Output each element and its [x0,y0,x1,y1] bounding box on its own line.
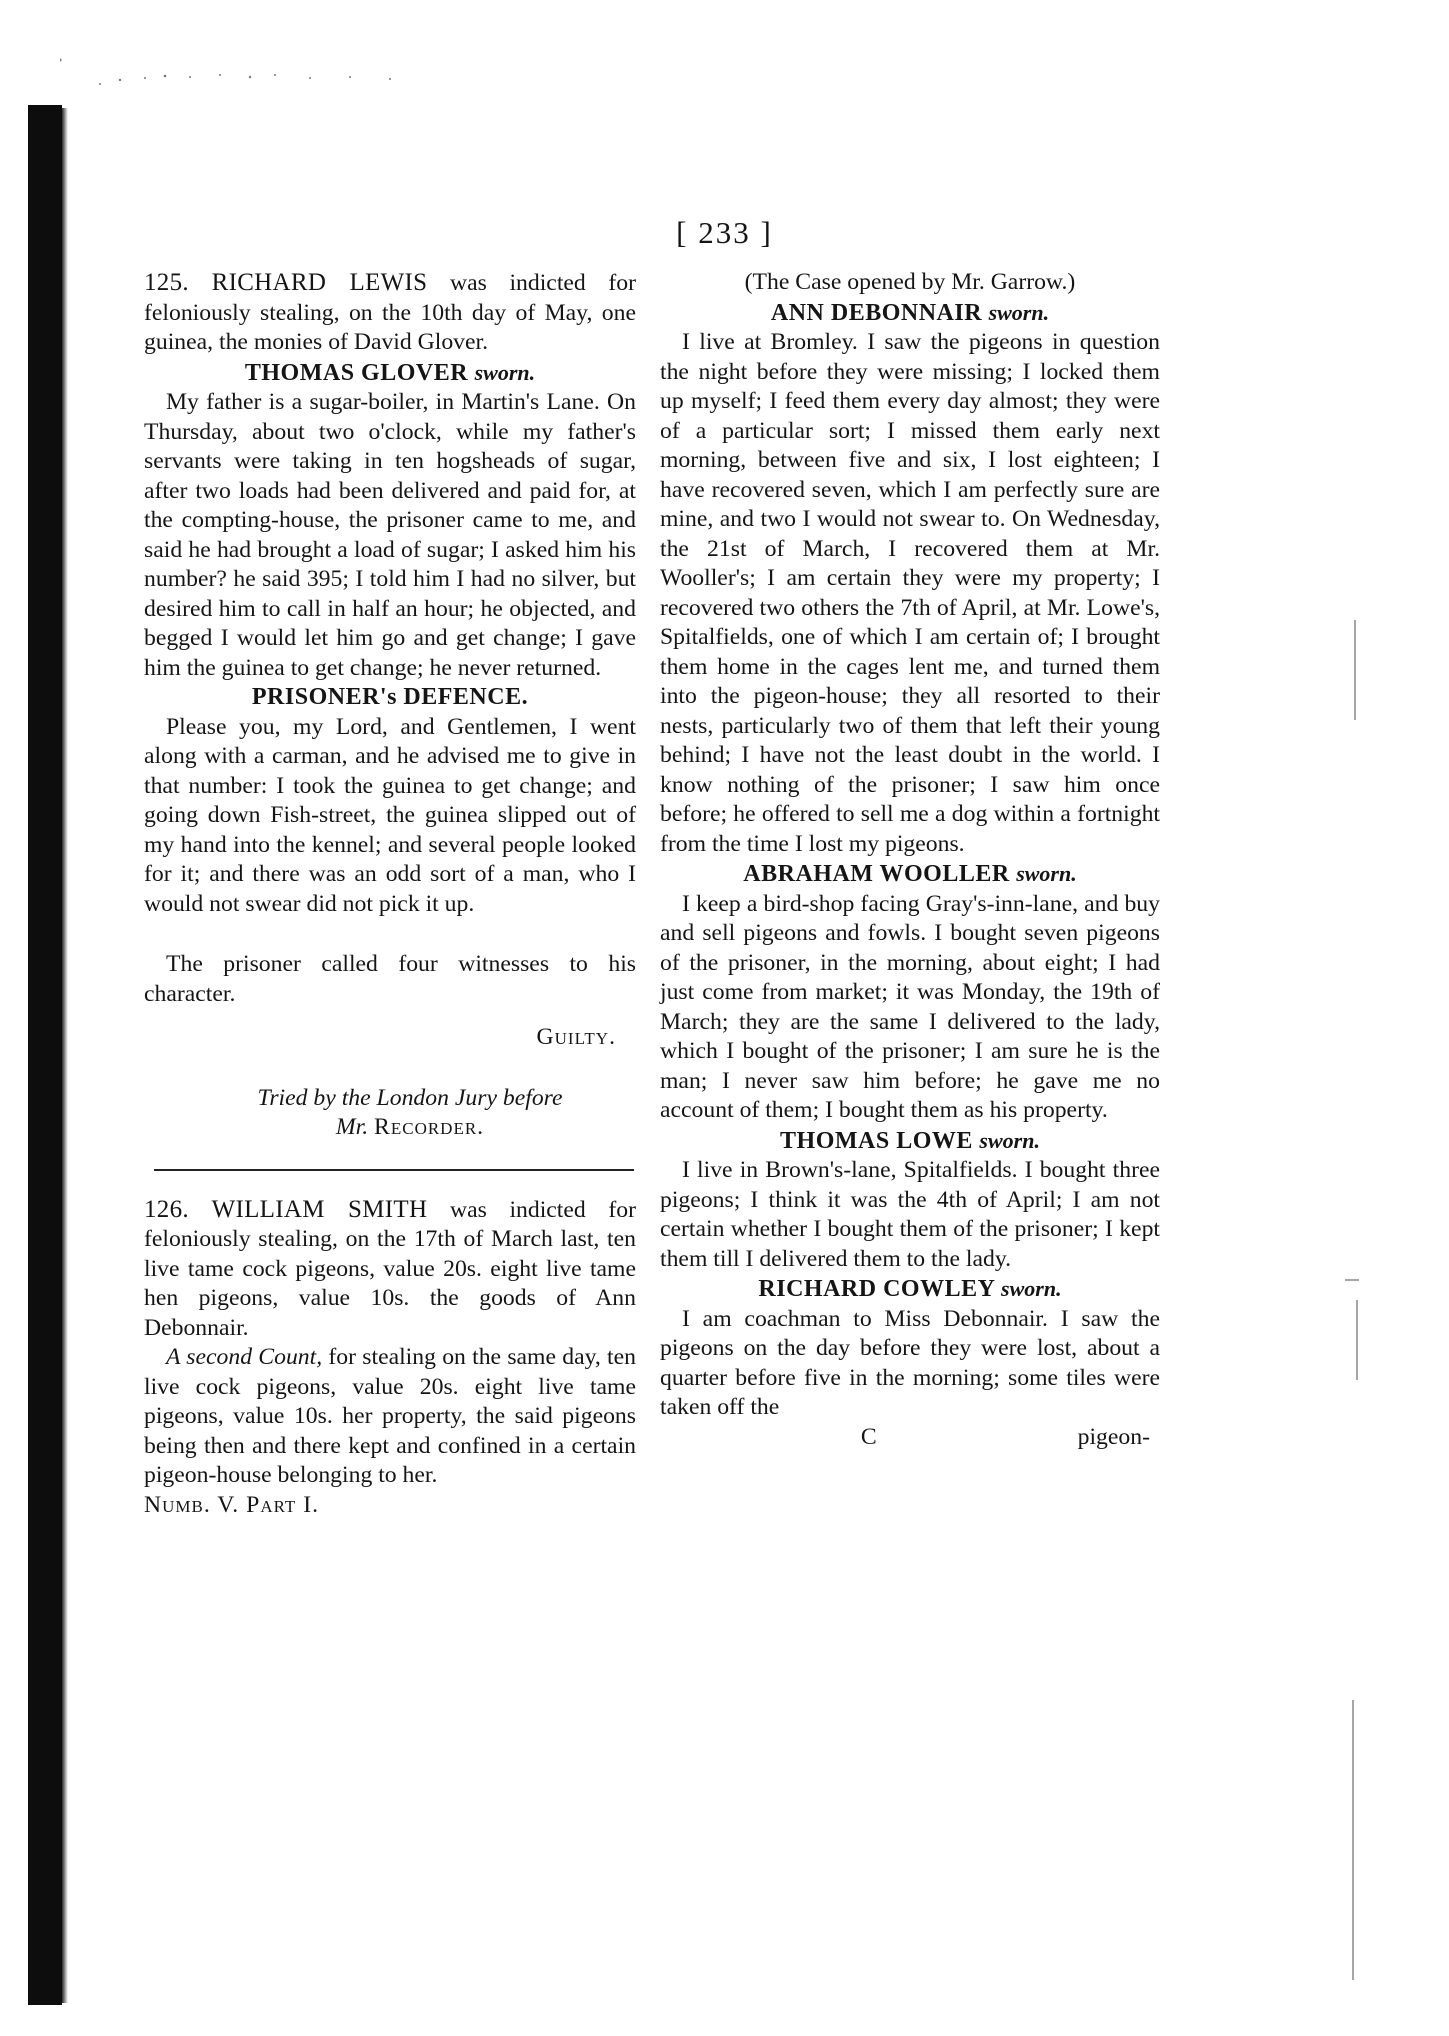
witness-name: THOMAS GLOVER [244,359,469,386]
scan-noise-top [60,50,440,100]
witness-heading-richard-cowley [660,1274,1160,1305]
defence-text: Please you, my Lord, and Gentlemen, I went along with a carman, and he advised me to give in that number: I took the guinea to get change; and going down Fish-street, the guinea slipped out of my hand into the kennel; and several people looked for it; and there was an odd sort of a man, who I would not swear did not pick it up. [144,713,636,917]
tried-line-1: Tried by the London Jury before [257,1084,563,1111]
case-126-indictment: was indicted for feloniously stealing, on the 17th of March last, ten live tame cock pigeons, value 20s. eight live tame hen pigeons, value 10s. the goods of Ann Debonnair. [144,1196,637,1341]
scan-edge-gradient [62,108,68,2003]
witness-heading-abraham-wooller [660,859,1160,890]
witness-name: THOMAS LOWE [780,1127,973,1154]
witness-name: ANN DEBONNAIR [770,299,983,326]
witness-heading-thomas-lowe [660,1126,1160,1157]
catchword: pigeon- [1077,1423,1150,1450]
second-count-paragraph [144,1343,636,1491]
tried-line-2 [144,1113,636,1143]
scan-edge-shadow [28,105,62,2005]
second-count-text: for stealing on the same day, ten live cock pigeons, value 20s. eight live tame pigeons, value 10s. her property, the said pigeons being then and there kept and confined in a certain pigeon-house belonging to her. [144,1344,637,1488]
case-125-defendant: RICHARD LEWIS [211,269,428,296]
testimony-thomas-lowe: I live in Brown's-lane, Spitalfields. I bought three pigeons; I think it was the 4th of April; I am not certain whether I bought them of the prisoner; I kept them till I delivered them to the lady. [660,1157,1160,1272]
case-125-paragraph [144,268,636,358]
case-126-defendant: WILLIAM SMITH [211,1195,428,1223]
left-column [144,268,636,1520]
case-125-indictment: was indicted for feloniously stealing, on the 10th day of May, one guinea, the monies of David Glover. [144,270,637,355]
sworn-label: sworn. [988,299,1050,325]
signature-mark: C [860,1423,877,1450]
witness-heading-thomas-glover [144,358,636,389]
case-125-number: 125. [144,269,189,296]
verdict: Guilty. [536,1024,616,1050]
testimony-abraham-wooller: I keep a bird-shop facing Gray's-inn-lane, and buy and sell pigeons and fowls. I bought seven pigeons of the prisoner, in the morning, about eight; I had just come from market; it was Monday, the 19th of March; they are the same I delivered to the lady, which I bought of the prisoner; I am sure he is the man; I never saw him before; he gave me no account of them; I bought them as his property. [660,890,1160,1123]
sworn-label: sworn. [1001,1276,1062,1301]
case-opened-note: (The Case opened by Mr. Garrow.) [744,269,1076,295]
tried-mr: Mr. [335,1114,369,1140]
second-count-label: A second Count, [166,1344,323,1370]
section-divider [154,1169,634,1171]
right-column [660,268,1160,1452]
case-126-paragraph [144,1195,636,1344]
sworn-label: sworn. [979,1127,1040,1153]
defence-heading: PRISONER's DEFENCE. [251,684,529,710]
page-footer [660,1423,1160,1453]
scan-noise-right [1345,600,1375,1990]
witness-name: ABRAHAM WOOLLER [743,861,1010,887]
testimony-richard-cowley: I am coachman to Miss Debonnair. I saw the pigeons on the day before they were lost, about a quarter before five in the morning; some tiles were taken off the [660,1305,1160,1420]
page-number: [ 233 ] [676,215,773,250]
witnesses-note: The prisoner called four witnesses to his character. [144,951,636,1007]
tried-recorder: Recorder. [374,1114,485,1140]
case-126-number: 126. [144,1195,189,1223]
sworn-label: sworn. [474,359,536,385]
witness-name: RICHARD COWLEY [758,1276,995,1302]
testimony-thomas-glover: My father is a sugar-boiler, in Martin's Lane. On Thursday, about two o'clock, while my father's servants were taking in ten hogsheads of sugar, after two loads had been delivered and paid for, at the compting-house, the prisoner came to me, and said he had brought a load of sugar; I asked him his number? he said 395; I told him I had no silver, but desired him to call in half an hour; he objected, and begged I would let him go and get change; I gave him the guinea to get change; he never returned. [144,389,636,681]
witness-heading-ann-debonnair [660,298,1160,329]
sworn-label: sworn. [1016,861,1077,886]
signature-line: Numb. V. Part I. [144,1491,320,1518]
testimony-ann-debonnair: I live at Bromley. I saw the pigeons in question the night before they were missing; I locked them up myself; I feed them every day almost; they were of a particular sort; I missed them early next morning, between five and six, I lost eighteen; I have recovered seven, which I am perfectly sure are mine, and two I would not swear to. On Wednesday, the 21st of March, I recovered them at Mr. Wooller's; I am certain they were my property; I recovered two others the 7th of April, at Mr. Lowe's, Spitalfields, one of which I am certain of; I brought them home in the cages lent me, and turned them into the pigeon-house; they all resorted to their nests, particularly two of them that left their young behind; I have not the least doubt in the world. I know nothing of the prisoner; I saw him once before; he offered to sell me a dog within a fortnight from the time I lost my pigeons. [660,329,1160,857]
